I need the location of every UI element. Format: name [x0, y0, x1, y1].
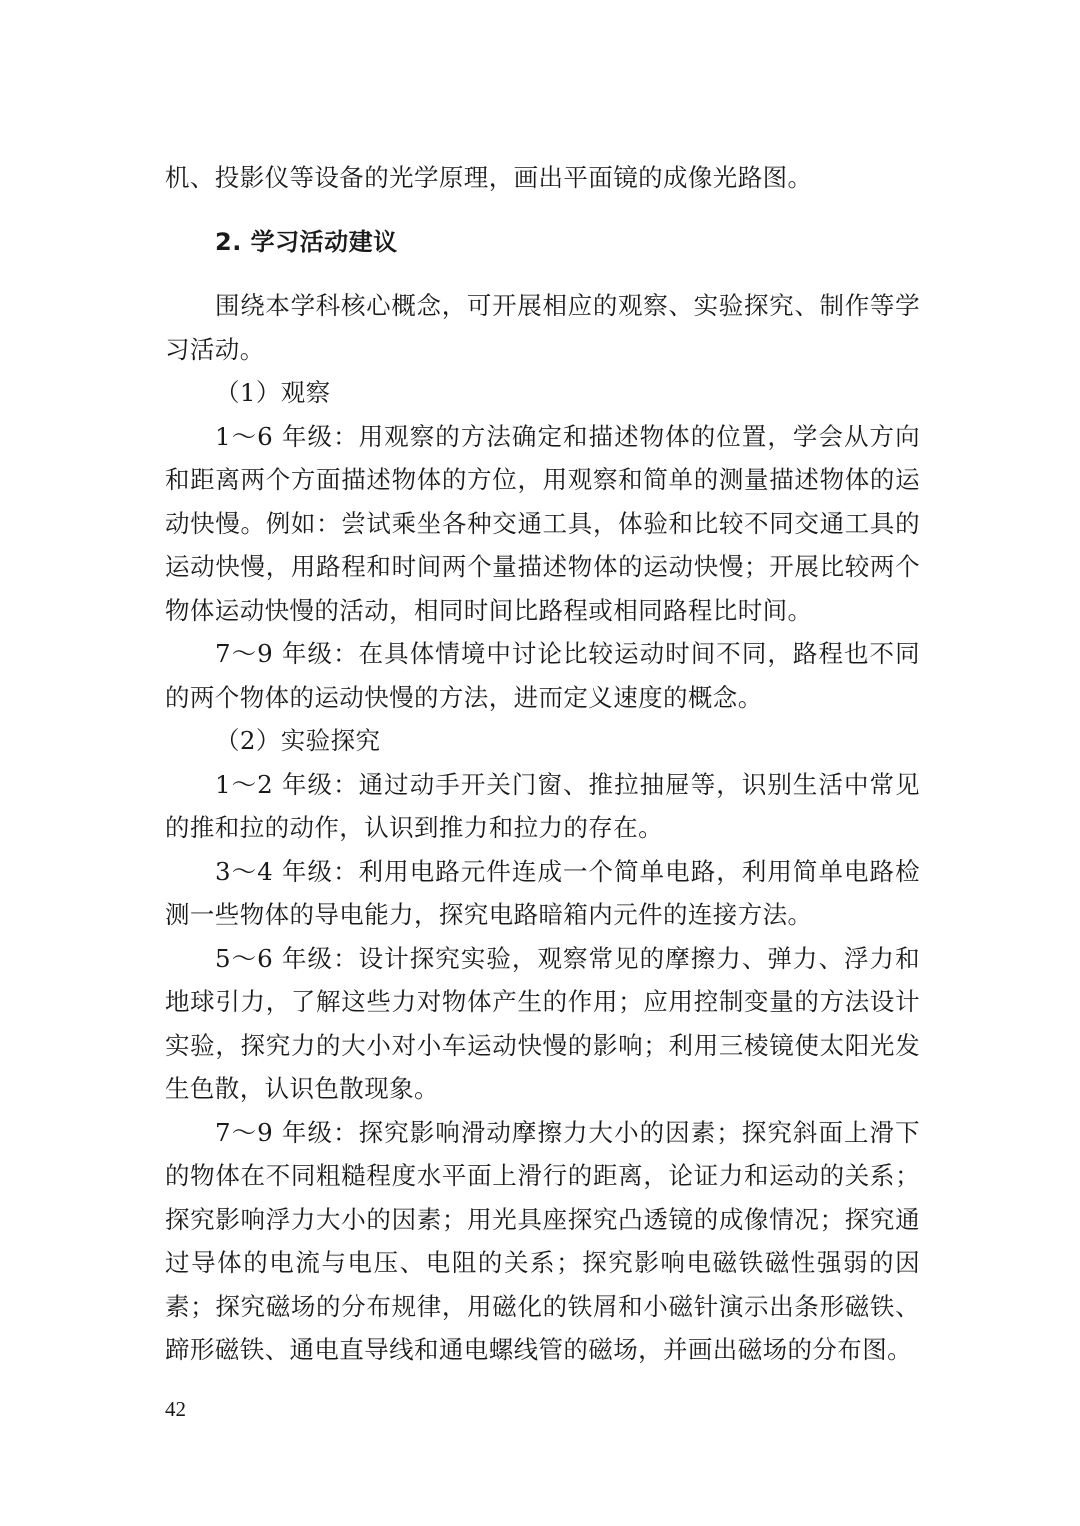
intro-paragraph: 围绕本学科核心概念，可开展相应的观察、实验探究、制作等学习活动。	[165, 291, 920, 364]
continuation-text	[165, 156, 920, 200]
paragraph-observation-grade-1-6: 1～6 年级：用观察的方法确定和描述物体的位置，学会从方向和距离两个方面描述物体的方位，用观察和简单的测量描述物体的运动快慢。例如：尝试乘坐各种交通工具，体验和比较不同交通工具的运动快慢，用路程和时间两个量描述物体的运动快慢；开展比较两个物体运动快慢的活动，相同时间比路程或相同路程比时间。	[165, 421, 920, 625]
section-heading: 2. 学习活动建议	[215, 228, 398, 256]
paragraph-observation-grade-7-9: 7～9 年级：在具体情境中讨论比较运动时间不同，路程也不同的两个物体的运动快慢的方法，进而定义速度的概念。	[165, 639, 920, 712]
paragraph-experiment-grade-5-6: 5～6 年级：设计探究实验，观察常见的摩擦力、弹力、浮力和地球引力，了解这些力对物体产生的作用；应用控制变量的方法设计实验，探究力的大小对小车运动快慢的影响；利用三棱镜使太阳光发生色散，认识色散现象。	[165, 943, 920, 1103]
paragraph-experiment-grade-7-9: 7～9 年级：探究影响滑动摩擦力大小的因素；探究斜面上滑下的物体在不同粗糙程度水平面上滑行的距离，论证力和运动的关系；探究影响浮力大小的因素；用光具座探究凸透镜的成像情况；探究通过导体的电流与电压、电阻的关系；探究影响电磁铁磁性强弱的因素；探究磁场的分布规律，用磁化的铁屑和小磁针演示出条形磁铁、蹄形磁铁、通电直导线和通电螺线管的磁场，并画出磁场的分布图。	[165, 1117, 920, 1364]
page-number: 42	[165, 1397, 186, 1421]
continuation-line: 机、投影仪等设备的光学原理，画出平面镜的成像光路图。	[165, 163, 813, 192]
body-text	[165, 284, 920, 1372]
subheading-experiment: （2）实验探究	[215, 726, 381, 755]
paragraph-experiment-grade-1-2: 1～2 年级：通过动手开关门窗、推拉抽屉等，识别生活中常见的推和拉的动作，认识到推力和拉力的存在。	[165, 769, 920, 842]
subheading-observation: （1）观察	[215, 378, 331, 407]
paragraph-experiment-grade-3-4: 3～4 年级：利用电路元件连成一个简单电路，利用简单电路检测一些物体的导电能力，探究电路暗箱内元件的连接方法。	[165, 856, 920, 929]
